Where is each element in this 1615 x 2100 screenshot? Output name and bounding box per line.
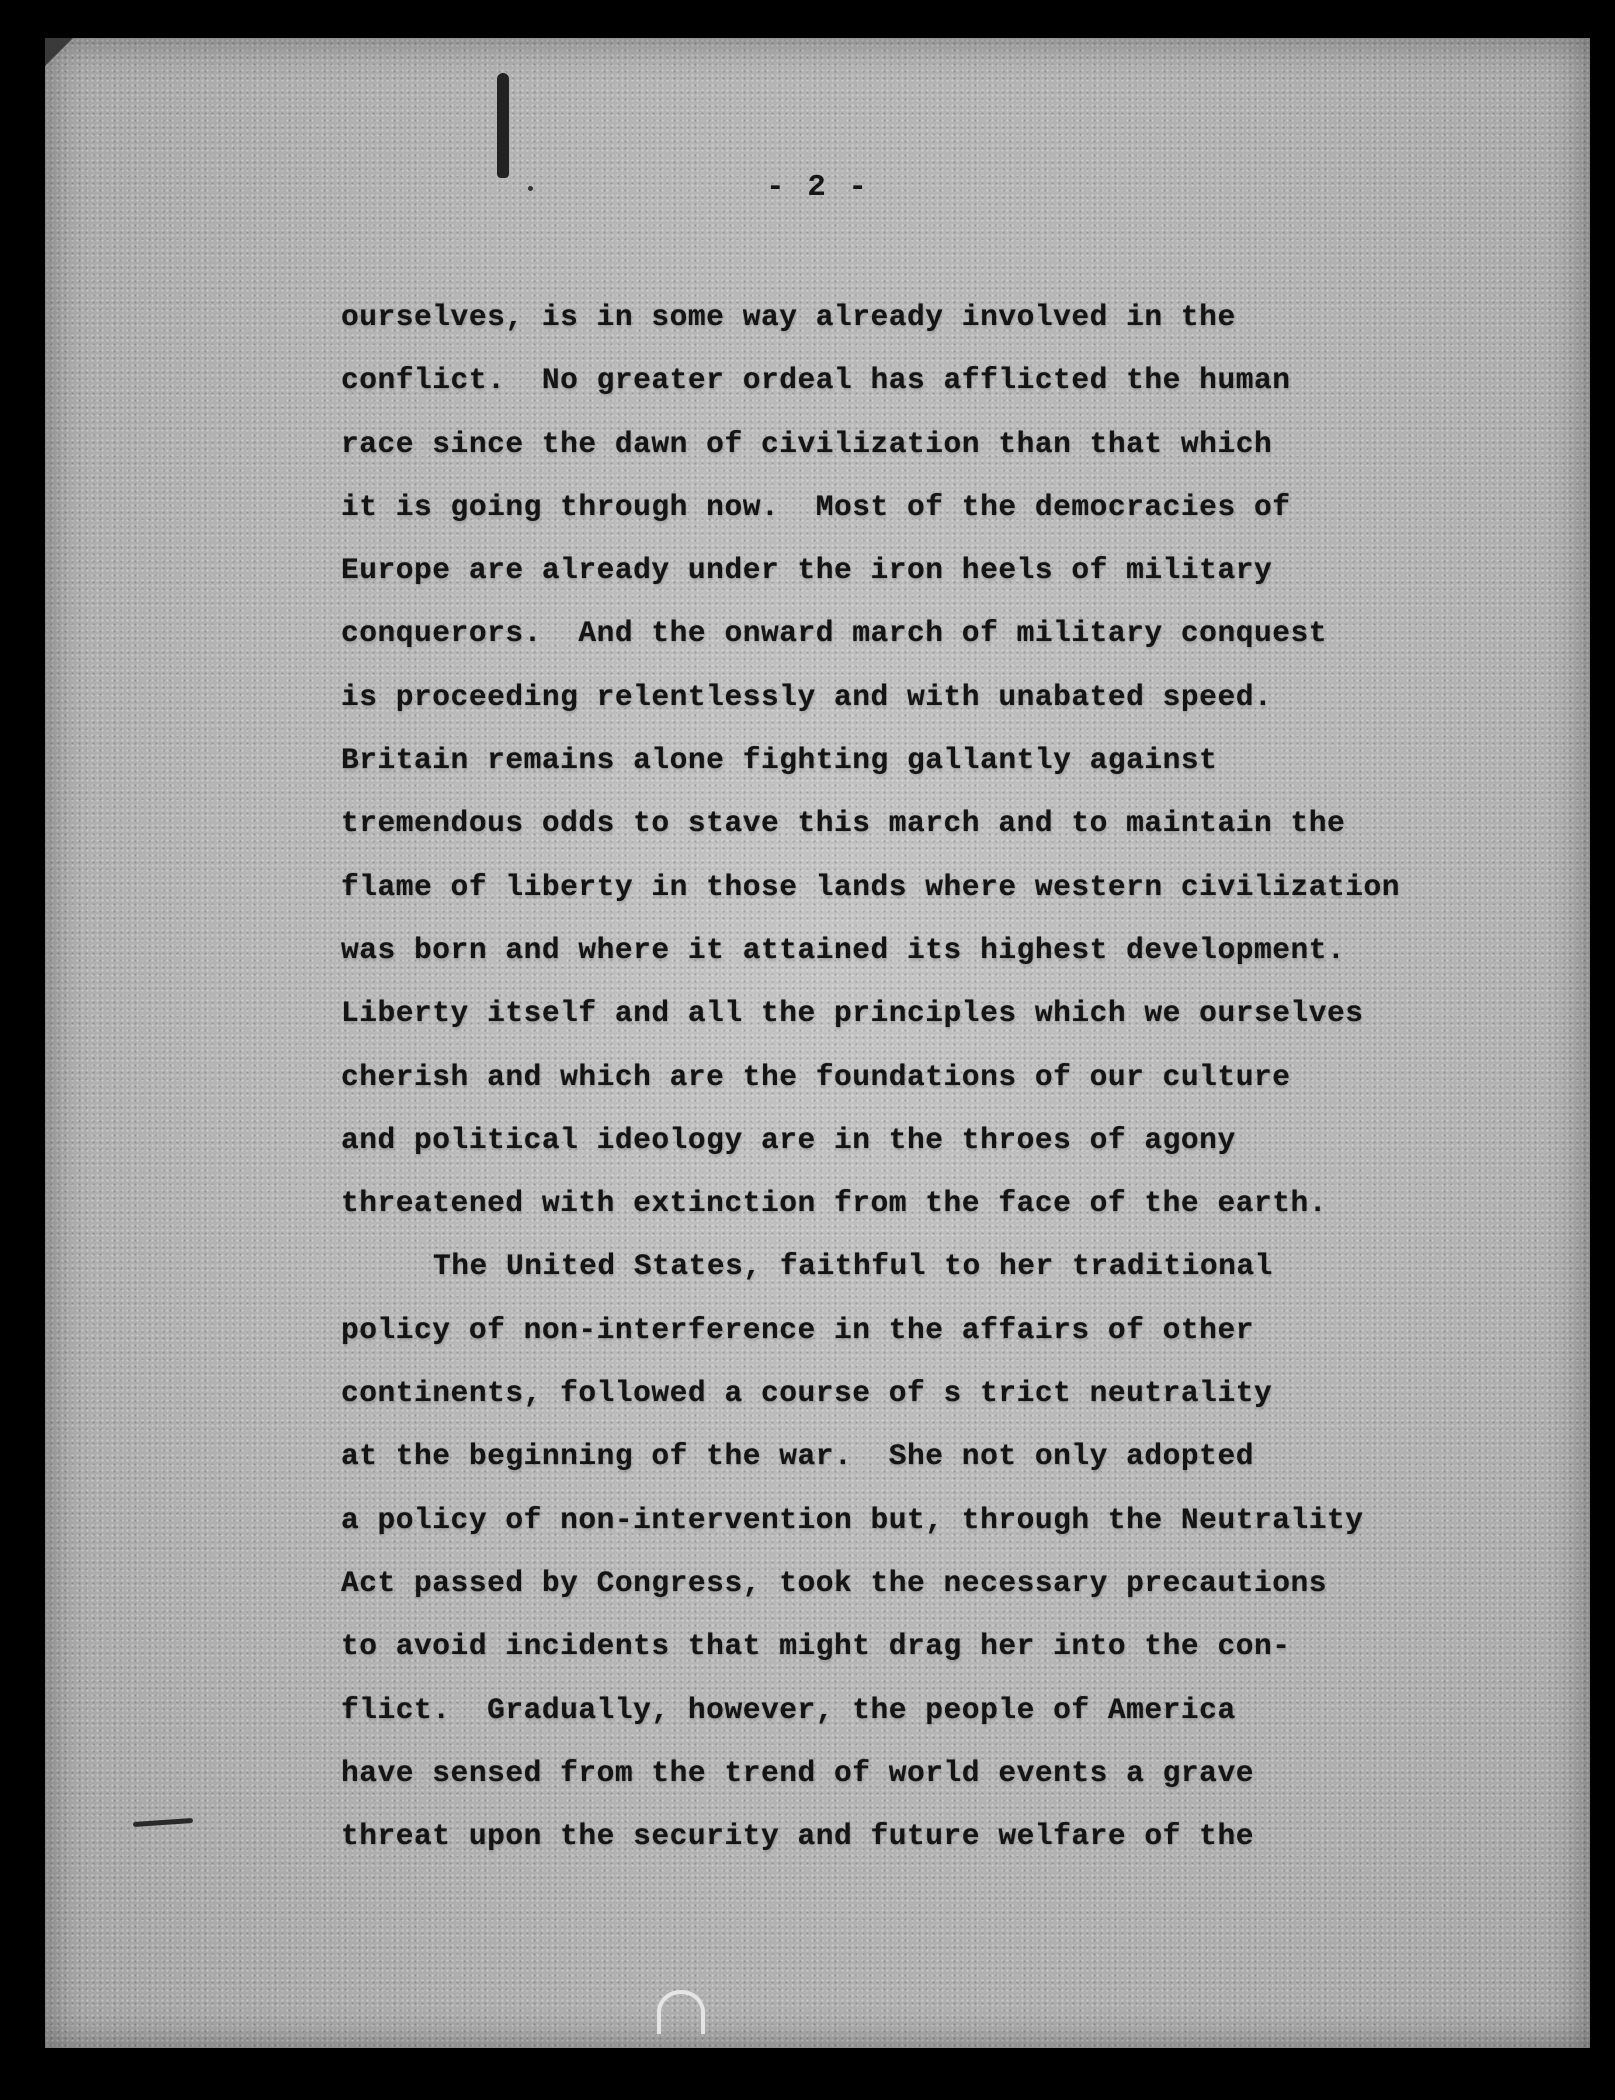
- text-line: continents, followed a course of s trict neutrality: [341, 1376, 1273, 1411]
- text-line: threatened with extinction from the face of the earth.: [341, 1186, 1327, 1221]
- text-line: cherish and which are the foundations of our culture: [341, 1059, 1291, 1094]
- text-line: it is going through now. Most of the democracies of: [341, 489, 1291, 524]
- ink-mark: [497, 73, 509, 178]
- text-line: conquerors. And the onward march of military conquest: [341, 616, 1327, 651]
- text-line: is proceeding relentlessly and with unabated speed.: [341, 679, 1273, 714]
- text-line: to avoid incidents that might drag her into the con-: [341, 1629, 1291, 1664]
- text-line: a policy of non-intervention but, through the Neutrality: [341, 1502, 1364, 1537]
- text-line: conflict. No greater ordeal has afflicted the human: [341, 363, 1291, 398]
- typed-body-text: [341, 286, 1541, 1868]
- margin-pencil-mark: [133, 1818, 193, 1827]
- text-line: threat upon the security and future welfare of the: [341, 1819, 1254, 1854]
- folded-corner: [45, 38, 73, 66]
- text-line: policy of non-interference in the affairs of other: [341, 1312, 1254, 1347]
- document-page: [45, 38, 1590, 2048]
- text-line: race since the dawn of civilization than that which: [341, 426, 1273, 461]
- page-number: - 2 -: [765, 170, 869, 205]
- text-line: Liberty itself and all the principles which we ourselves: [341, 996, 1364, 1031]
- text-line: flict. Gradually, however, the people of America: [341, 1692, 1236, 1727]
- text-line: and political ideology are in the throes of agony: [341, 1122, 1236, 1157]
- text-line: have sensed from the trend of world events a grave: [341, 1755, 1254, 1790]
- text-line: Act passed by Congress, took the necessary precautions: [341, 1565, 1327, 1600]
- text-line: at the beginning of the war. She not only adopted: [341, 1439, 1254, 1474]
- text-line: flame of liberty in those lands where western civilization: [341, 869, 1401, 904]
- text-line: ourselves, is in some way already involved in the: [341, 300, 1236, 334]
- text-line: Britain remains alone fighting gallantly against: [341, 743, 1218, 778]
- paragraph-start-line: The United States, faithful to her traditional: [433, 1249, 1273, 1284]
- text-line: Europe are already under the iron heels of military: [341, 553, 1273, 588]
- text-line: was born and where it attained its highest development.: [341, 932, 1346, 967]
- text-line: tremendous odds to stave this march and to maintain the: [341, 806, 1346, 841]
- bottom-clip-mark: [657, 1990, 705, 2034]
